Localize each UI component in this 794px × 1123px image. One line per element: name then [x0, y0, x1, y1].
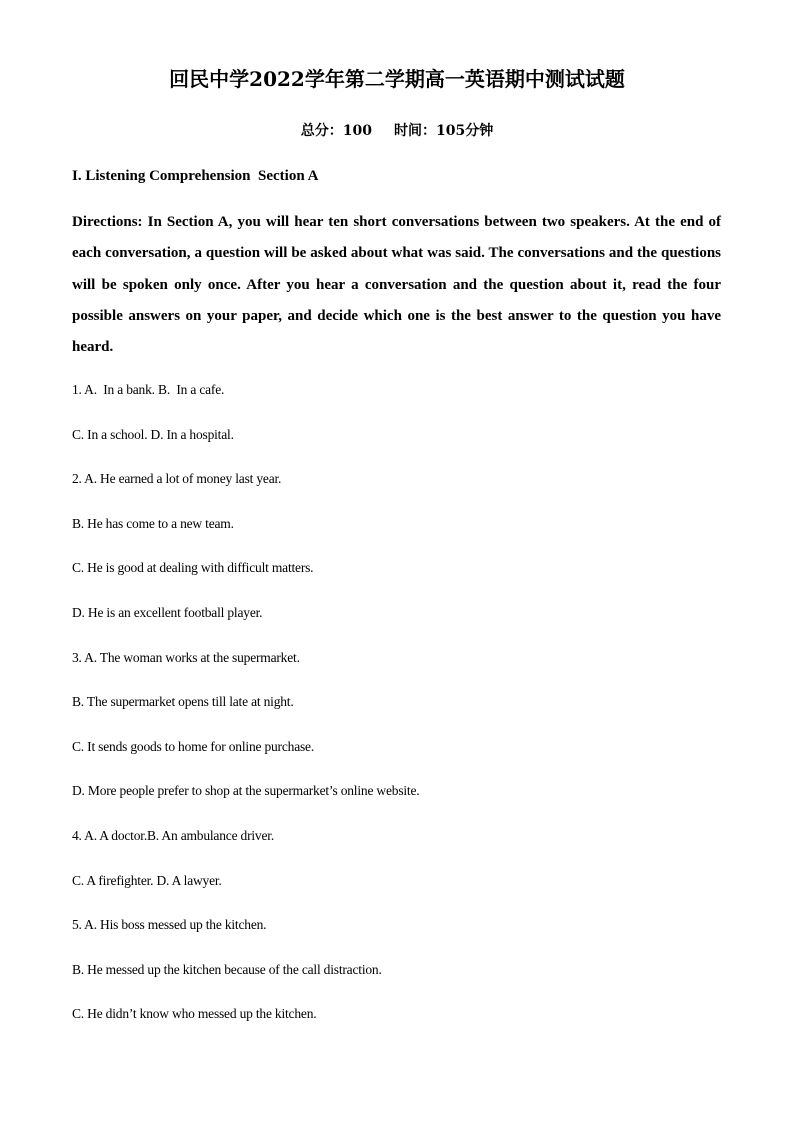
option-line: C. In a school. D. In a hospital. [72, 426, 234, 442]
option-line: D. He is an excellent football player. [72, 604, 263, 620]
option-line: 2. A. He earned a lot of money last year. [72, 471, 282, 487]
option-line: C. He is good at dealing with difficult matters. [72, 560, 314, 576]
directions-paragraph: Directions: In Section A, you will hear ten short conversations between two speakers. At the end of each conversation, a question will be asked about what was said. The conversations and the questions will be spoken only once. After you hear a conversation and the question about it, read the four possible answers on your paper, and decide which one is the best answer to the question you have heard. [72, 214, 721, 356]
exam-duration: 时间：105分钟 [394, 123, 494, 139]
option-line: 3. A. The woman works at the supermarket. [72, 649, 300, 665]
option-line: C. A firefighter. D. A lawyer. [72, 872, 222, 888]
answer-options-list [72, 379, 419, 1048]
exam-title: 回民中学2022学年第二学期高一英语期中测试试题 [169, 67, 625, 91]
total-score: 总分：100 [300, 123, 372, 139]
section-heading: I. Listening Comprehension Section A [72, 168, 319, 184]
option-line: 4. A. A doctor.B. An ambulance driver. [72, 827, 274, 843]
option-line: 1. A. In a bank. B. In a cafe. [72, 382, 225, 397]
option-line: B. He messed up the kitchen because of the call distraction. [72, 961, 382, 977]
exam-meta [0, 120, 794, 142]
option-line: 5. A. His boss messed up the kitchen. [72, 917, 267, 933]
option-line: B. The supermarket opens till late at night. [72, 694, 294, 710]
option-line: B. He has come to a new team. [72, 515, 234, 531]
option-line: D. More people prefer to shop at the supermarket’s online website. [72, 783, 420, 799]
option-line: C. It sends goods to home for online purchase. [72, 738, 315, 754]
option-line: C. He didn’t know who messed up the kitchen. [72, 1006, 317, 1022]
